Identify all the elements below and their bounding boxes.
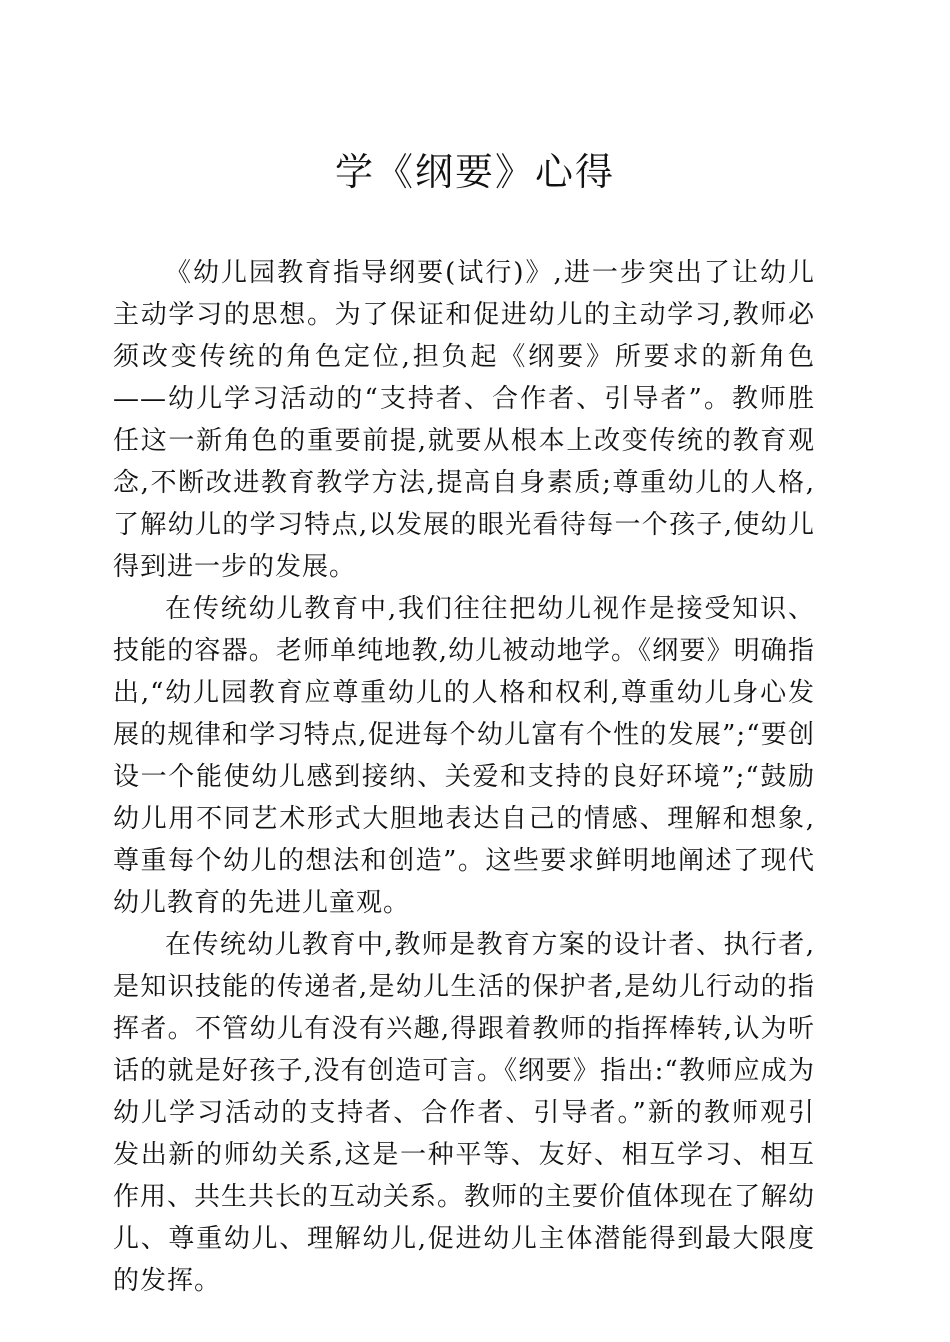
document-body: [113, 252, 815, 1302]
paragraph-2: 在传统幼儿教育中,我们往往把幼儿视作是接受知识、技能的容器。老师单纯地教,幼儿被动地学。《纲要》明确指出,“幼儿园教育应尊重幼儿的人格和权利,尊重幼儿身心发展的规律和学习特点,促进每个幼儿富有个性的发展”;“要创设一个能使幼儿感到接纳、关爱和支持的良好环境”;“鼓励幼儿用不同艺术形式大胆地表达自己的情感、理解和想象,尊重每个幼儿的想法和创造”。这些要求鲜明地阐述了现代幼儿教育的先进儿童观。: [113, 594, 815, 918]
paragraph-1: 《幼儿园教育指导纲要(试行)》,进一步突出了让幼儿主动学习的思想。为了保证和促进幼儿的主动学习,教师必须改变传统的角色定位,担负起《纲要》所要求的新角色——幼儿学习活动的“支持者、合作者、引导者”。教师胜任这一新角色的重要前提,就要从根本上改变传统的教育观念,不断改进教育教学方法,提高自身素质;尊重幼儿的人格,了解幼儿的学习特点,以发展的眼光看待每一个孩子,使幼儿得到进一步的发展。: [113, 258, 815, 582]
document-title: 学《纲要》心得: [334, 150, 615, 194]
paragraph-3: 在传统幼儿教育中,教师是教育方案的设计者、执行者,是知识技能的传递者,是幼儿生活的保护者,是幼儿行动的指挥者。不管幼儿有没有兴趣,得跟着教师的指挥棒转,认为听话的就是好孩子,没有创造可言。《纲要》指出:“教师应成为幼儿学习活动的支持者、合作者、引导者。”新的教师观引发出新的师幼关系,这是一种平等、友好、相互学习、相互作用、共生共长的互动关系。教师的主要价值体现在了解幼儿、尊重幼儿、理解幼儿,促进幼儿主体潜能得到最大限度的发挥。: [113, 930, 816, 1296]
